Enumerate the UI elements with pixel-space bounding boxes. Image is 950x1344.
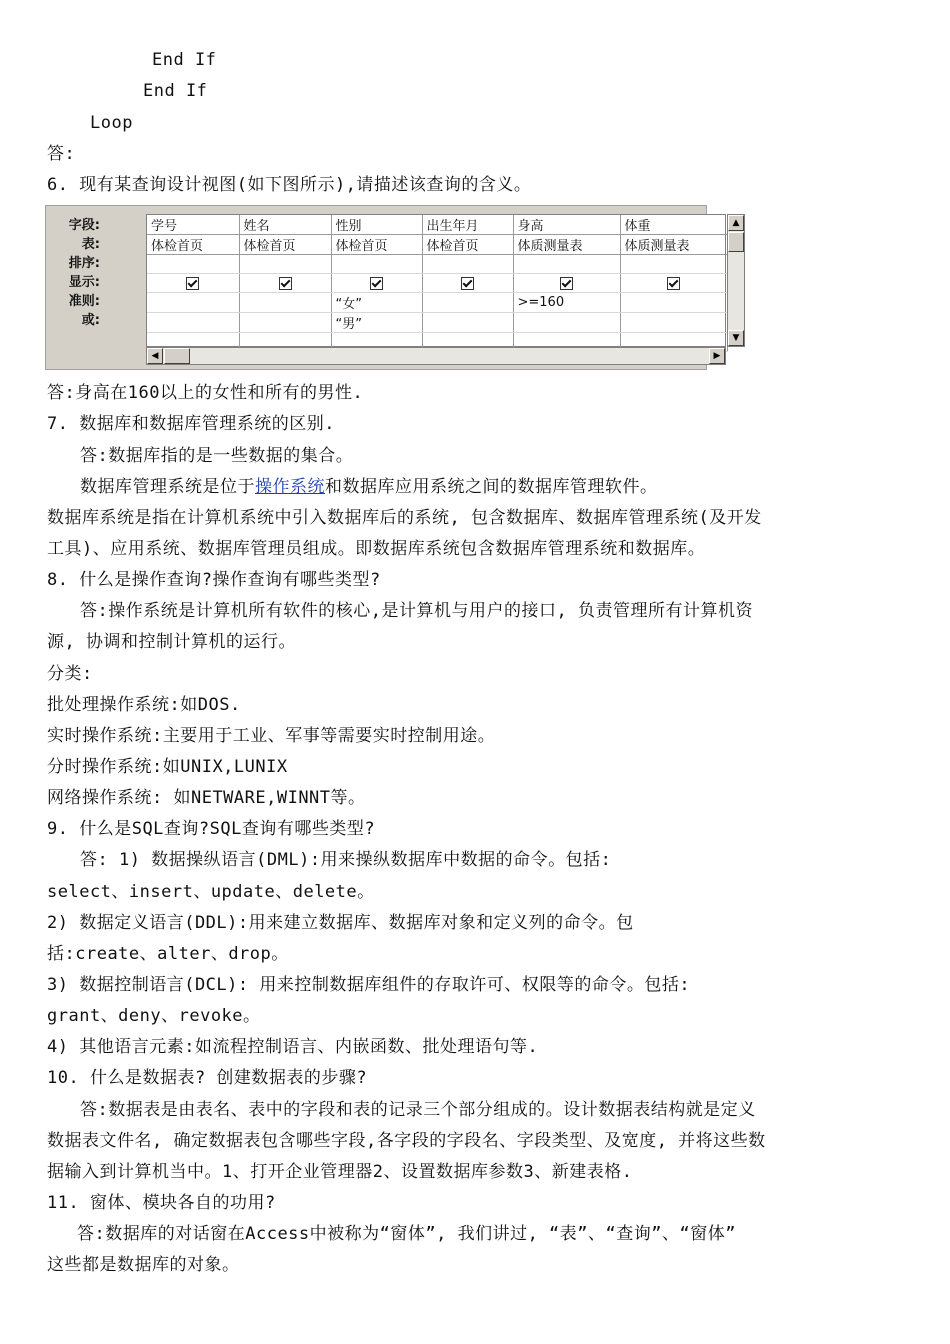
qbe-show-cell — [620, 274, 727, 293]
qbe-table-cell[interactable]: 体检首页 — [239, 235, 331, 255]
qbe-or-cell[interactable] — [239, 313, 331, 333]
answer-8-line-1: 答:操作系统是计算机所有软件的核心,是计算机与用户的接口, 负责管理所有计算机资 — [80, 601, 753, 621]
qbe-field-cell[interactable]: 性别 — [331, 215, 422, 235]
qbe-show-cell — [331, 274, 422, 293]
qbe-sort-row — [147, 255, 727, 274]
qbe-field-cell[interactable]: 学号 — [147, 215, 239, 235]
qbe-label-sort: 排序: — [68, 256, 100, 271]
answer-9-line-3: 2) 数据定义语言(DDL):用来建立数据库、数据库对象和定义列的命令。包 — [47, 913, 634, 933]
qbe-show-row — [147, 274, 727, 293]
answer-8-line-2: 源, 协调和控制计算机的运行。 — [47, 632, 296, 652]
qbe-label-table: 表: — [81, 237, 100, 252]
qbe-field-cell[interactable]: 姓名 — [239, 215, 331, 235]
answer-8-line-4: 批处理操作系统:如DOS. — [47, 695, 241, 715]
qbe-table-row — [147, 235, 727, 255]
query-design-grid — [45, 205, 740, 370]
answer-9-line-4: 括:create、alter、drop。 — [47, 944, 289, 964]
qbe-criteria-cell[interactable] — [422, 293, 513, 313]
qbe-sort-cell[interactable] — [513, 255, 620, 274]
answer-11-line-2: 这些都是数据库的对象。 — [47, 1255, 240, 1275]
scroll-right-arrow-icon[interactable]: ▶ — [709, 348, 725, 364]
qbe-field-cell[interactable]: 体重 — [620, 215, 727, 235]
qbe-table-cell[interactable]: 体检首页 — [422, 235, 513, 255]
answer-label: 答: — [47, 144, 76, 164]
question-9: 9. 什么是SQL查询?SQL查询有哪些类型? — [47, 819, 376, 839]
checkbox-checked-icon[interactable] — [279, 277, 292, 290]
qbe-show-cell — [239, 274, 331, 293]
qbe-or-row — [147, 313, 727, 333]
qbe-label-field: 字段: — [68, 218, 100, 233]
answer-9-line-2: select、insert、update、delete。 — [47, 882, 375, 902]
qbe-sort-cell[interactable] — [422, 255, 513, 274]
qbe-criteria-row — [147, 293, 727, 313]
qbe-grid-area — [146, 214, 726, 347]
answer-6: 答:身高在160以上的女性和所有的男性. — [47, 383, 364, 403]
answer-7-text-post: 和数据库应用系统之间的数据库管理软件。 — [325, 477, 658, 497]
checkbox-checked-icon[interactable] — [186, 277, 199, 290]
answer-7-line-1: 答:数据库指的是一些数据的集合。 — [80, 446, 354, 466]
qbe-criteria-cell[interactable]: >=160 — [513, 293, 620, 313]
answer-9-line-6: grant、deny、revoke。 — [47, 1006, 261, 1026]
qbe-criteria-cell[interactable] — [147, 293, 239, 313]
qbe-or-cell[interactable] — [147, 313, 239, 333]
answer-8-line-7: 网络操作系统: 如NETWARE,WINNT等。 — [47, 788, 366, 808]
qbe-or-cell[interactable] — [620, 313, 727, 333]
answer-9-line-5: 3) 数据控制语言(DCL): 用来控制数据库组件的存取许可、权限等的命令。包括: — [47, 975, 691, 995]
answer-9-line-7: 4) 其他语言元素:如流程控制语言、内嵌函数、批处理语句等. — [47, 1037, 539, 1057]
qbe-or-cell[interactable] — [422, 313, 513, 333]
code-loop: Loop — [90, 113, 133, 133]
checkbox-checked-icon[interactable] — [667, 277, 680, 290]
qbe-table-cell[interactable]: 体检首页 — [147, 235, 239, 255]
qbe-criteria-cell[interactable]: “女” — [331, 293, 422, 313]
qbe-table-cell[interactable]: 体质测量表 — [513, 235, 620, 255]
question-10: 10. 什么是数据表? 创建数据表的步骤? — [47, 1068, 368, 1088]
qbe-sort-cell[interactable] — [147, 255, 239, 274]
answer-10-line-1: 答:数据表是由表名、表中的字段和表的记录三个部分组成的。设计数据表结构就是定义 — [80, 1100, 756, 1120]
qbe-show-cell — [422, 274, 513, 293]
qbe-or-cell[interactable] — [513, 313, 620, 333]
operating-system-link[interactable]: 操作系统 — [255, 477, 325, 497]
qbe-table-cell[interactable]: 体检首页 — [331, 235, 422, 255]
answer-7-line-4: 工具)、应用系统、数据库管理员组成。即数据库系统包含数据库管理系统和数据库。 — [47, 539, 706, 559]
qbe-table — [147, 215, 728, 352]
answer-8-line-5: 实时操作系统:主要用于工业、军事等需要实时控制用途。 — [47, 726, 496, 746]
answer-9-line-1: 答: 1) 数据操纵语言(DML):用来操纵数据库中数据的命令。包括: — [80, 850, 612, 870]
answer-7-line-3: 数据库系统是指在计算机系统中引入数据库后的系统, 包含数据库、数据库管理系统(及开发 — [47, 508, 762, 528]
qbe-show-cell — [513, 274, 620, 293]
horizontal-scroll-thumb[interactable] — [164, 348, 190, 364]
qbe-field-row — [147, 215, 727, 235]
qbe-sort-cell[interactable] — [331, 255, 422, 274]
qbe-label-criteria: 准则: — [68, 294, 100, 309]
qbe-criteria-cell[interactable] — [620, 293, 727, 313]
vertical-scroll-thumb[interactable] — [728, 232, 744, 252]
qbe-sort-cell[interactable] — [239, 255, 331, 274]
question-11: 11. 窗体、模块各自的功用? — [47, 1193, 276, 1213]
qbe-field-cell[interactable]: 身高 — [513, 215, 620, 235]
horizontal-scrollbar[interactable] — [146, 347, 726, 365]
qbe-show-cell — [147, 274, 239, 293]
qbe-field-cell[interactable]: 出生年月 — [422, 215, 513, 235]
qbe-table-cell[interactable]: 体质测量表 — [620, 235, 727, 255]
answer-11-line-1: 答:数据库的对话窗在Access中被称为“窗体”, 我们讲过, “表”、“查询”、“窗体” — [77, 1224, 736, 1244]
checkbox-checked-icon[interactable] — [461, 277, 474, 290]
question-6: 6. 现有某查询设计视图(如下图所示),请描述该查询的含义。 — [47, 175, 532, 195]
vertical-scrollbar[interactable] — [727, 214, 745, 347]
answer-7-line-2 — [80, 476, 658, 498]
answer-8-line-3: 分类: — [47, 664, 93, 684]
qbe-criteria-cell[interactable] — [239, 293, 331, 313]
answer-10-line-3: 据输入到计算机当中。1、打开企业管理器2、设置数据库参数3、新建表格. — [47, 1162, 633, 1182]
qbe-label-show: 显示: — [68, 275, 100, 290]
scroll-left-arrow-icon[interactable]: ◀ — [147, 348, 163, 364]
scroll-up-arrow-icon[interactable]: ▲ — [728, 215, 744, 231]
code-end-if-1: End If — [152, 50, 217, 70]
scroll-down-arrow-icon[interactable]: ▼ — [728, 330, 744, 346]
code-end-if-2: End If — [143, 81, 208, 101]
qbe-sort-cell[interactable] — [620, 255, 727, 274]
qbe-label-or: 或: — [81, 313, 100, 328]
answer-7-text-pre: 数据库管理系统是位于 — [80, 477, 255, 497]
answer-10-line-2: 数据表文件名, 确定数据表包含哪些字段,各字段的字段名、字段类型、及宽度, 并将这些数 — [47, 1131, 766, 1151]
answer-8-line-6: 分时操作系统:如UNIX,LUNIX — [47, 757, 288, 777]
question-7: 7. 数据库和数据库管理系统的区别. — [47, 414, 335, 434]
checkbox-checked-icon[interactable] — [370, 277, 383, 290]
qbe-row-labels — [50, 216, 100, 330]
question-8: 8. 什么是操作查询?操作查询有哪些类型? — [47, 570, 381, 590]
qbe-or-cell[interactable]: “男” — [331, 313, 422, 333]
checkbox-checked-icon[interactable] — [560, 277, 573, 290]
